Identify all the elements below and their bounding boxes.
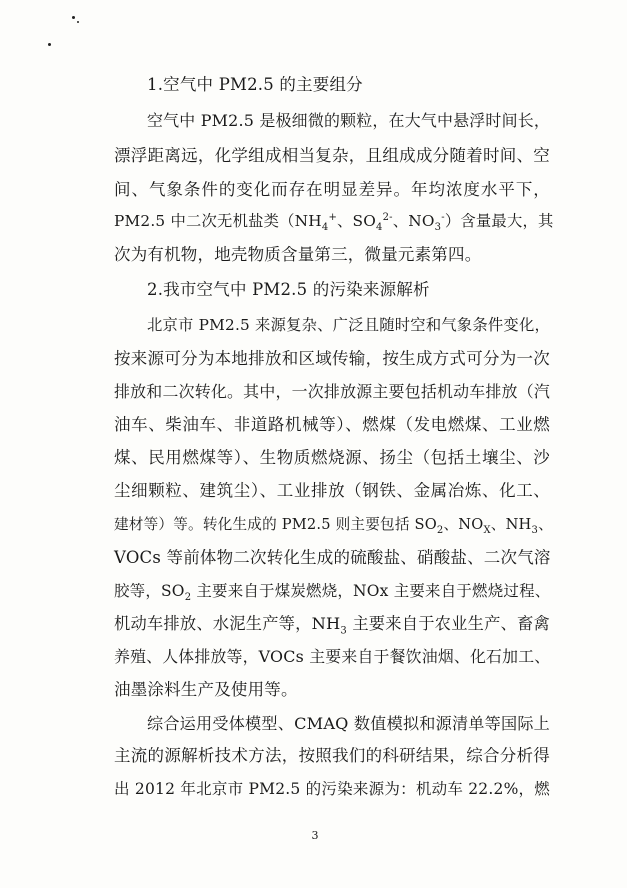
text-run: 机动车排放、水泥生产等，NH [114,614,341,633]
text-run: 、NH [490,516,532,533]
paragraph-line: 出 2012 年北京市 PM2.5 的污染来源为：机动车 22.2%，燃 [114,780,550,798]
paragraph-line: 尘细颗粒、建筑尘）、工业排放（钢铁、金属冶炼、化工、 [114,481,550,500]
paragraph-line-with-formulas [114,614,550,637]
text-run: 主要来自于煤炭燃烧，NOx 主要来自于燃烧过程、 [191,582,551,600]
text-run: 主要来自于农业生产、畜禽 [346,614,550,633]
paragraph-line: 间、气象条件的变化而存在明显差异。年均浓度水平下， [114,180,550,199]
subscript: 3 [340,625,347,637]
text-run: 、SO [337,212,377,230]
text-run: 、NO [392,212,435,230]
text-run: 、NO [443,516,484,533]
paragraph-line-with-formulas [114,581,551,604]
paragraph-line: 漂浮距离远，化学组成相当复杂，且组成成分随着时间、空 [114,146,550,165]
paragraph-line: 排放和二次转化。其中，一次排放源主要包括机动车排放（汽 [114,382,550,401]
subscript: 4 [321,222,329,234]
text-run: 建材等）等。转化生成的 PM2.5 则主要包括 SO [114,516,437,533]
text-run: ）含量最大，其 [444,212,554,230]
paragraph-line: 主流的源解析技术方法，按照我们的科研结果，综合分析得 [114,746,550,765]
paragraph-line: 按来源可分为本地排放和区域传输，按生成方式可分为一次 [114,349,550,368]
paragraph-line: 养殖、人体排放等，VOCs 主要来自于餐饮油烟、化石加工、 [114,647,551,666]
subscript: X [483,524,491,536]
paragraph-line: 煤、民用燃煤等）、生物质燃烧源、扬尘（包括土壤尘、沙 [114,448,550,467]
scan-speck [48,43,51,46]
subscript: 4 [376,222,383,234]
section-heading-2: 2.我市空气中 PM2.5 的污染来源解析 [147,280,430,299]
superscript: 2- [382,211,393,223]
paragraph-line: VOCs 等前体物二次转化生成的硫酸盐、硝酸盐、二次气溶 [114,548,551,567]
section-heading-1: 1.空气中 PM2.5 的主要组分 [147,75,363,94]
text-run: 、 [538,516,553,533]
superscript: - [441,211,445,223]
text-run: 胶等，SO [114,582,185,600]
paragraph-line: 北京市 PM2.5 来源复杂、广泛且随时空和气象条件变化， [147,316,550,334]
superscript: + [328,211,338,223]
text-run: PM2.5 中二次无机盐类（NH [114,212,322,230]
paragraph-line-with-formulas [114,211,554,234]
subscript: 3 [531,524,539,536]
subscript: 2 [184,592,192,604]
subscript: 2 [436,524,444,536]
subscript: 3 [434,222,442,234]
paragraph-line: 综合运用受体模型、CMAQ 数值模拟和源清单等国际上 [147,714,550,733]
scan-speck [72,16,75,19]
page-number: 3 [311,829,319,842]
scan-speck [77,21,79,23]
paragraph-line: 油车、柴油车、非道路机械等）、燃煤（发电燃煤、工业燃 [114,415,550,434]
paragraph-line: 油墨涂料生产及使用等。 [114,680,298,699]
paragraph-line: 次为有机物，地壳物质含量第三，微量元素第四。 [114,245,482,264]
paragraph-line: 空气中 PM2.5 是极细微的颗粒，在大气中悬浮时间长， [147,111,550,130]
paragraph-line-with-formulas [114,515,553,536]
